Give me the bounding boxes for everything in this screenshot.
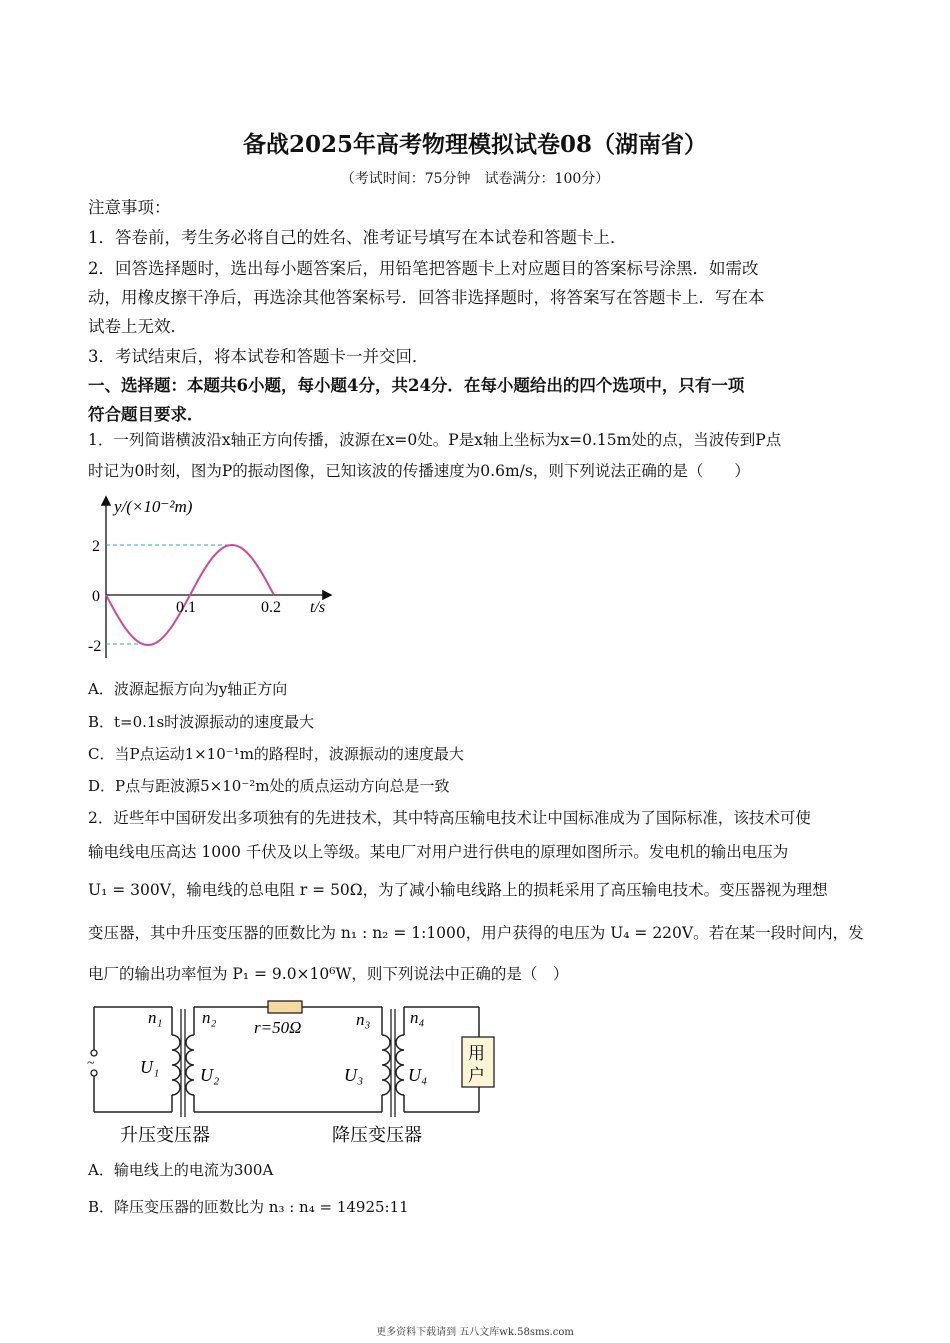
- n2-label: n₂: [202, 1008, 217, 1027]
- x-tick-label: 0.1: [176, 599, 196, 616]
- u3-label: U₃: [344, 1065, 364, 1085]
- page-title: 备战2025年高考物理模拟试卷08（湖南省）: [242, 131, 708, 158]
- ac-source-symbol: ~: [87, 1056, 95, 1071]
- coil-n1: [172, 1035, 180, 1095]
- y-tick-label: 0: [92, 588, 100, 605]
- n4-label: n₄: [410, 1008, 425, 1027]
- exam-info: （考试时间：75分钟 试卷满分：100分）: [340, 171, 610, 187]
- option-b: B．t=0.1s时波源振动的速度最大: [88, 713, 315, 731]
- step-down-label: 降压变压器: [332, 1125, 422, 1145]
- y-tick-label: -2: [88, 638, 102, 655]
- question-2-stem: 电厂的输出功率恒为 P₁ = 9.0×10⁶W，则下列说法中正确的是（ ）: [88, 965, 569, 983]
- footer-note: 更多资料下载请到 五八文库wk.58sms.com: [376, 1327, 574, 1338]
- coil-n2: [186, 1035, 194, 1095]
- load-label: 户: [468, 1066, 485, 1085]
- y-tick-label: 2: [92, 538, 100, 555]
- u2-label: U₂: [200, 1065, 220, 1085]
- question-2-stem: 变压器，其中升压变压器的匝数比为 n₁ : n₂ = 1:1000，用户获得的电压为 U₄ = 220V。若在某一段时间内，发: [88, 924, 864, 942]
- notice-item: 试卷上无效．: [88, 317, 187, 336]
- option-c: C．当P点运动1×10⁻¹m的路程时，波源振动的速度最大: [88, 745, 464, 763]
- option-a: A．输电线上的电流为300A: [88, 1161, 274, 1179]
- y-axis-label: y/(×10⁻²m): [114, 497, 193, 516]
- question-1-stem-cont: 时记为0时刻，图为P的振动图像，已知该波的传播速度为0.6m/s，则下列说法正确的是（ ）: [88, 462, 750, 480]
- notice-item: 2．回答选择题时，选出每小题答案后，用铅笔把答题卡上对应题目的答案标号涂黑．如需改: [88, 259, 759, 278]
- line-resistor: [268, 1001, 302, 1013]
- section-heading: 一、选择题：本题共6小题，每小题4分，共24分．在每小题给出的四个选项中，只有一项: [88, 376, 745, 395]
- question-1-stem: 1．一列简谐横波沿x轴正方向传播，波源在x=0处。P是x轴上坐标为x=0.15m处的点，当波传到P点: [88, 431, 782, 449]
- notice-item: 动，用橡皮擦干净后，再选涂其他答案标号．回答非选择题时，将答案写在答题卡上．写在本: [88, 288, 765, 307]
- option-b: B．降压变压器的匝数比为 n₃ : n₄ = 14925:11: [88, 1198, 409, 1216]
- question-2-stem: 输电线电压高达 1000 千伏及以上等级。某电厂对用户进行供电的原理如图所示。发电机的输出电压为: [88, 843, 789, 861]
- resistor-label: r=50Ω: [254, 1018, 302, 1037]
- n3-label: n₃: [356, 1010, 371, 1029]
- notice-item: 3．考试结束后，将本试卷和答题卡一并交回．: [88, 347, 429, 366]
- load-label: 用: [468, 1044, 485, 1063]
- x-tick-label: 0.2: [261, 599, 281, 616]
- transmission-circuit: [82, 995, 502, 1150]
- u1-label: U₁: [140, 1057, 160, 1077]
- u4-label: U₄: [408, 1065, 428, 1085]
- question-2-stem: U₁ = 300V，输电线的总电阻 r = 50Ω，为了减小输电线路上的损耗采用了高压输电技术。变压器视为理想: [88, 881, 828, 899]
- section-heading-cont: 符合题目要求．: [88, 405, 204, 424]
- step-up-label: 升压变压器: [120, 1125, 210, 1145]
- coil-n4: [396, 1035, 404, 1095]
- notice-heading: 注意事项：: [88, 198, 171, 217]
- x-axis-label: t/s: [310, 599, 326, 616]
- option-d: D．P点与距波源5×10⁻²m处的质点运动方向总是一致: [88, 777, 450, 795]
- option-a: A．波源起振方向为y轴正方向: [88, 680, 288, 698]
- notice-item: 1．答卷前，考生务必将自己的姓名、准考证号填写在本试卷和答题卡上．: [88, 228, 627, 247]
- question-2-stem: 2．近些年中国研发出多项独有的先进技术，其中特高压输电技术让中国标准成为了国际标准，该技术可使: [88, 809, 811, 827]
- vibration-graph: [80, 488, 350, 663]
- coil-n3: [382, 1035, 390, 1095]
- n1-label: n₁: [148, 1008, 163, 1027]
